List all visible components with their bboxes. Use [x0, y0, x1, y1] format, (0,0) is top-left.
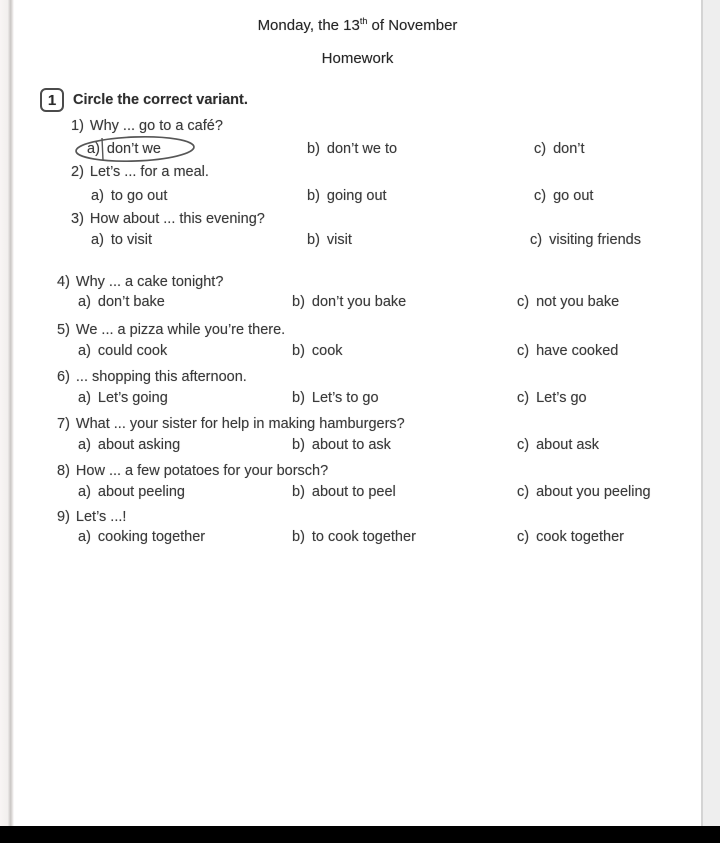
option-9b-label: b)	[292, 529, 305, 545]
option-3c-label: c)	[530, 232, 543, 248]
question-7-number: 7)	[57, 416, 70, 432]
option-8c	[517, 484, 651, 500]
option-1a	[87, 141, 161, 157]
option-7a-text: about asking	[97, 437, 181, 453]
option-5c-label: c)	[517, 343, 530, 359]
option-2a	[91, 188, 167, 204]
option-9c-text: cook together	[536, 529, 624, 545]
option-5a-text: could cook	[97, 343, 168, 359]
option-9c	[517, 529, 624, 545]
page-subtitle: Homework	[321, 50, 394, 67]
option-4b	[292, 294, 406, 310]
question-3-number: 3)	[71, 211, 84, 227]
question-8-number: 8)	[57, 463, 70, 479]
option-7a	[78, 437, 180, 453]
question-4-number: 4)	[57, 274, 70, 290]
option-6a-text: Let’s going	[97, 390, 168, 406]
question-6	[57, 369, 247, 385]
option-1b	[307, 141, 397, 157]
option-5b	[292, 343, 343, 359]
date-text: Monday, the 13	[257, 17, 360, 34]
bottom-black-bar	[0, 826, 720, 843]
option-2b-label: b)	[307, 188, 320, 204]
option-8b-text: about to peel	[311, 484, 396, 500]
option-6a-label: a)	[78, 390, 91, 406]
question-1	[71, 118, 223, 134]
option-9b-text: to cook together	[311, 529, 416, 545]
question-7	[57, 416, 405, 432]
date-text-rest: of November	[367, 17, 458, 34]
question-9-text: Let’s ...!	[75, 509, 127, 525]
option-1c-label: c)	[534, 141, 547, 157]
option-2a-text: to go out	[110, 188, 168, 204]
option-7c	[517, 437, 599, 453]
option-8b	[292, 484, 396, 500]
option-8a-label: a)	[78, 484, 91, 500]
option-7b-label: b)	[292, 437, 305, 453]
option-9a-label: a)	[78, 529, 91, 545]
option-4c-text: not you bake	[536, 294, 620, 310]
option-8a	[78, 484, 185, 500]
question-1-text: Why ... go to a café?	[89, 118, 223, 134]
question-2	[71, 164, 209, 180]
option-8c-text: about you peeling	[536, 484, 651, 500]
option-1a-text: don’t we	[106, 141, 161, 157]
exercise-instruction: Circle the correct variant.	[73, 92, 248, 108]
option-2c-text: go out	[553, 188, 594, 204]
option-6c-label: c)	[517, 390, 530, 406]
option-3c-text: visiting friends	[549, 232, 641, 248]
option-6a	[78, 390, 168, 406]
option-5a-label: a)	[78, 343, 91, 359]
option-6b	[292, 390, 379, 406]
exercise-number-badge: 1	[40, 88, 64, 112]
option-5c-text: have cooked	[536, 343, 619, 359]
question-3	[71, 211, 265, 227]
option-4c	[517, 294, 619, 310]
question-5	[57, 322, 285, 338]
date-title	[14, 17, 701, 34]
question-4-text: Why ... a cake tonight?	[75, 274, 224, 290]
option-9a	[78, 529, 205, 545]
option-8a-text: about peeling	[97, 484, 185, 500]
option-3b-label: b)	[307, 232, 320, 248]
option-1b-text: don’t we to	[326, 141, 398, 157]
option-7a-label: a)	[78, 437, 91, 453]
option-2b	[307, 188, 387, 204]
option-6c-text: Let’s go	[536, 390, 587, 406]
option-3a-text: to visit	[110, 232, 152, 248]
option-4a-text: don’t bake	[97, 294, 165, 310]
question-2-text: Let’s ... for a meal.	[89, 164, 209, 180]
option-1c-text: don’t	[553, 141, 585, 157]
option-8b-label: b)	[292, 484, 305, 500]
question-2-number: 2)	[71, 164, 84, 180]
option-2c	[534, 188, 593, 204]
option-3c	[530, 232, 641, 248]
option-1c	[534, 141, 585, 157]
option-6b-label: b)	[292, 390, 305, 406]
question-9	[57, 509, 126, 525]
question-5-number: 5)	[57, 322, 70, 338]
option-1b-label: b)	[307, 141, 320, 157]
option-7b	[292, 437, 391, 453]
option-5b-label: b)	[292, 343, 305, 359]
option-1a-label: a)	[87, 141, 100, 157]
option-4a-label: a)	[78, 294, 91, 310]
question-4	[57, 274, 223, 290]
option-3a-label: a)	[91, 232, 104, 248]
option-3b	[307, 232, 352, 248]
option-7b-text: about to ask	[311, 437, 391, 453]
question-1-number: 1)	[71, 118, 84, 134]
option-4a	[78, 294, 165, 310]
date-ordinal-superscript: th	[359, 16, 368, 26]
question-5-text: We ... a pizza while you’re there.	[75, 322, 286, 338]
option-2a-label: a)	[91, 188, 104, 204]
option-5b-text: cook	[311, 343, 343, 359]
option-9a-text: cooking together	[97, 529, 206, 545]
option-7c-text: about ask	[536, 437, 599, 453]
option-9c-label: c)	[517, 529, 530, 545]
option-8c-label: c)	[517, 484, 530, 500]
question-6-text: ... shopping this afternoon.	[75, 369, 247, 385]
option-6c	[517, 390, 587, 406]
option-3b-text: visit	[326, 232, 352, 248]
option-5a	[78, 343, 167, 359]
question-9-number: 9)	[57, 509, 70, 525]
question-3-text: How about ... this evening?	[89, 211, 265, 227]
option-4b-text: don’t you bake	[311, 294, 407, 310]
option-3a	[91, 232, 152, 248]
option-4b-label: b)	[292, 294, 305, 310]
option-5c	[517, 343, 618, 359]
option-9b	[292, 529, 416, 545]
question-7-text: What ... your sister for help in making hamburgers?	[75, 416, 405, 432]
question-8-text: How ... a few potatoes for your borsch?	[75, 463, 329, 479]
option-2b-text: going out	[326, 188, 387, 204]
option-6b-text: Let’s to go	[311, 390, 379, 406]
option-2c-label: c)	[534, 188, 547, 204]
option-7c-label: c)	[517, 437, 530, 453]
question-6-number: 6)	[57, 369, 70, 385]
question-8	[57, 463, 328, 479]
option-4c-label: c)	[517, 294, 530, 310]
